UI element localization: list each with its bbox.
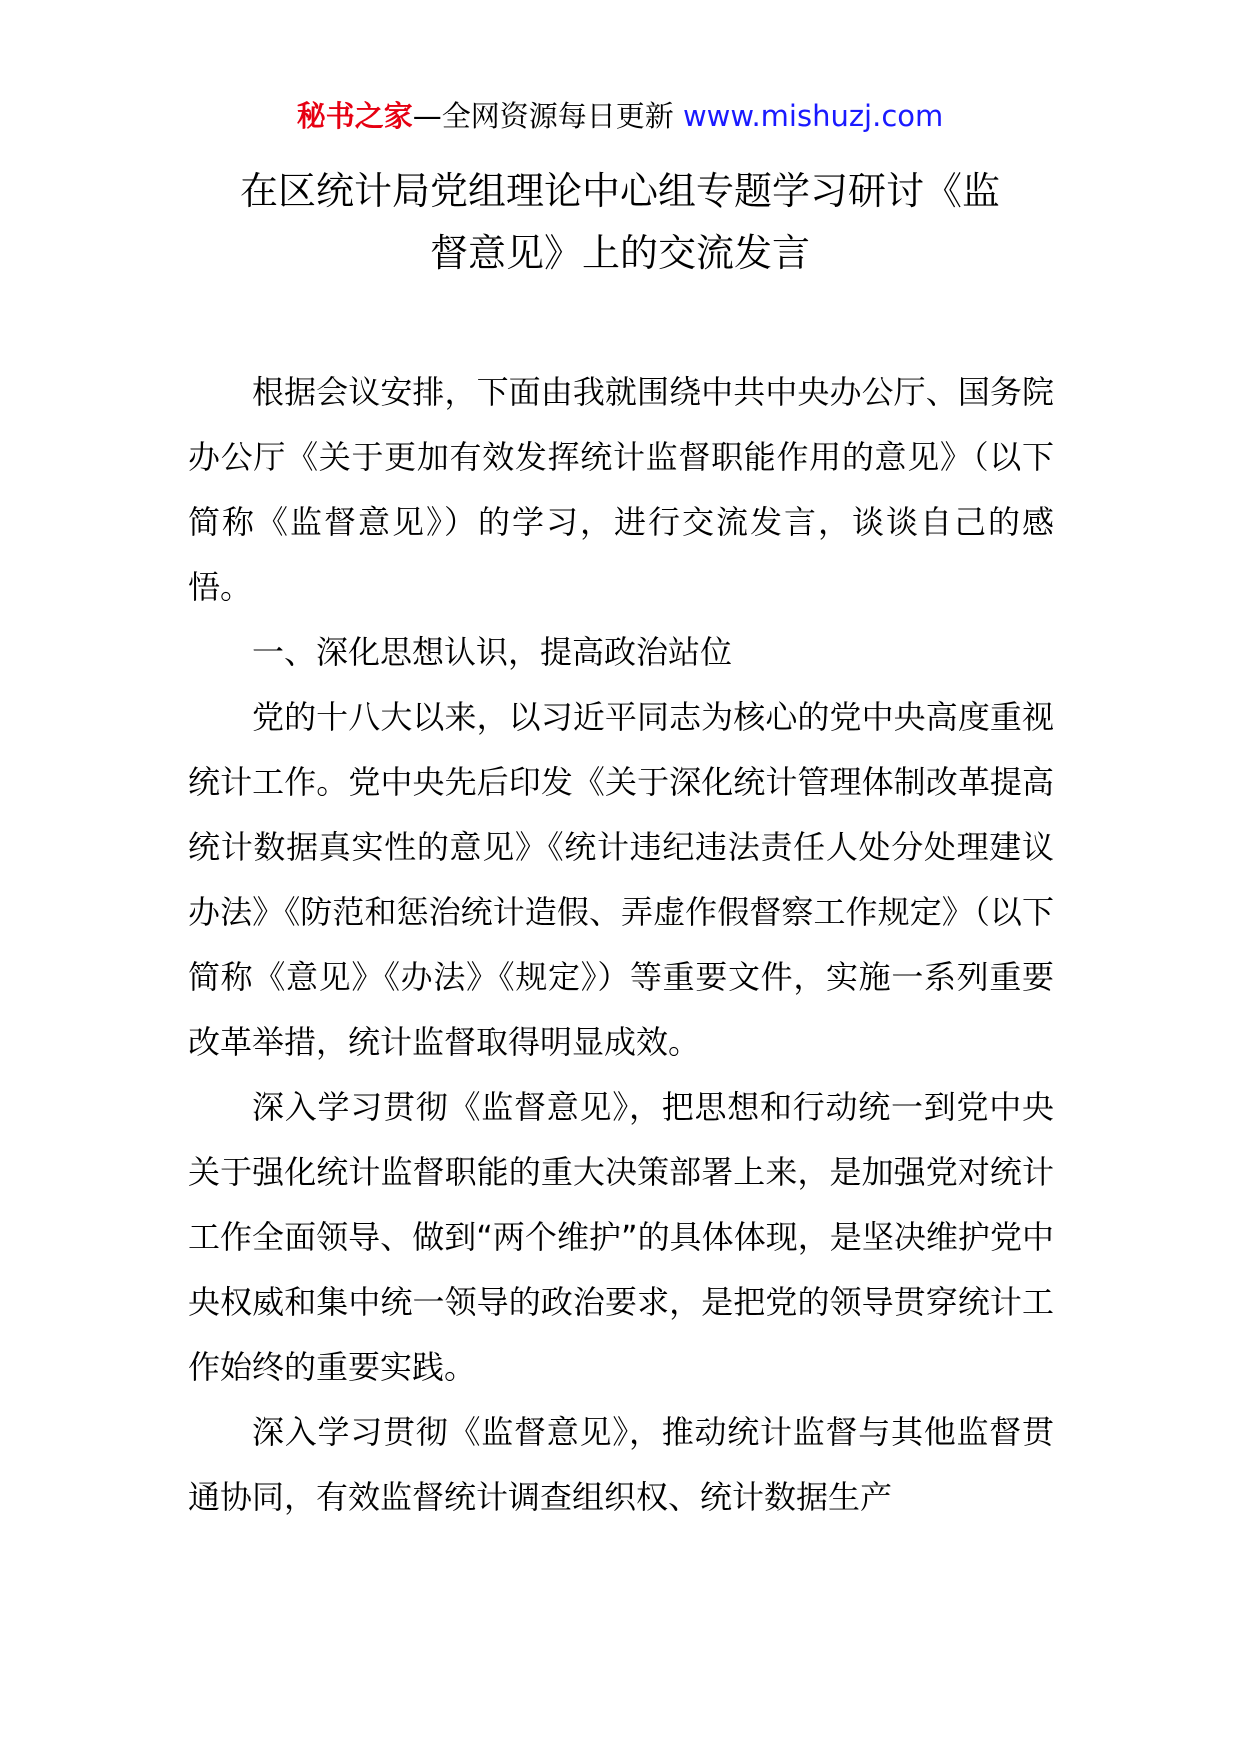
paragraph: 深入学习贯彻《监督意见》，推动统计监督与其他监督贯通协同，有效监督统计调查组织权、统计数据生产 [188, 1413, 1054, 1516]
title-line-2: 督意见》上的交流发言 [429, 231, 810, 275]
site-header [0, 96, 1240, 136]
section-heading-1: 一、深化思想认识，提高政治站位 [252, 633, 733, 671]
title-line-1: 在区统计局党组理论中心组专题学习研讨《监 [239, 169, 1000, 213]
site-tagline: —全网资源每日更新 [412, 99, 683, 133]
paragraph-intro: 根据会议安排，下面由我就围绕中共中央办公厅、国务院办公厅《关于更加有效发挥统计监督职能作用的意见》（以下简称《监督意见》）的学习，进行交流发言，谈谈自己的感悟。 [188, 373, 1054, 606]
document-title [190, 160, 1050, 284]
site-url: www.mishuzj.com [682, 99, 944, 133]
paragraph: 深入学习贯彻《监督意见》，把思想和行动统一到党中央关于强化统计监督职能的重大决策部署上来，是加强党对统计工作全面领导、做到“两个维护”的具体体现，是坚决维护党中央权威和集中统一领导的政治要求，是把党的领导贯穿统计工作始终的重要实践。 [188, 1088, 1054, 1386]
paragraph: 党的十八大以来，以习近平同志为核心的党中央高度重视统计工作。党中央先后印发《关于深化统计管理体制改革提高统计数据真实性的意见》《统计违纪违法责任人处分处理建议办法》《防范和惩治统计造假、弄虚作假督察工作规定》（以下简称《意见》《办法》《规定》）等重要文件，实施一系列重要改革举措，统计监督取得明显成效。 [188, 698, 1054, 1061]
brand-name: 秘书之家 [296, 99, 413, 133]
document-body [188, 360, 1054, 1530]
